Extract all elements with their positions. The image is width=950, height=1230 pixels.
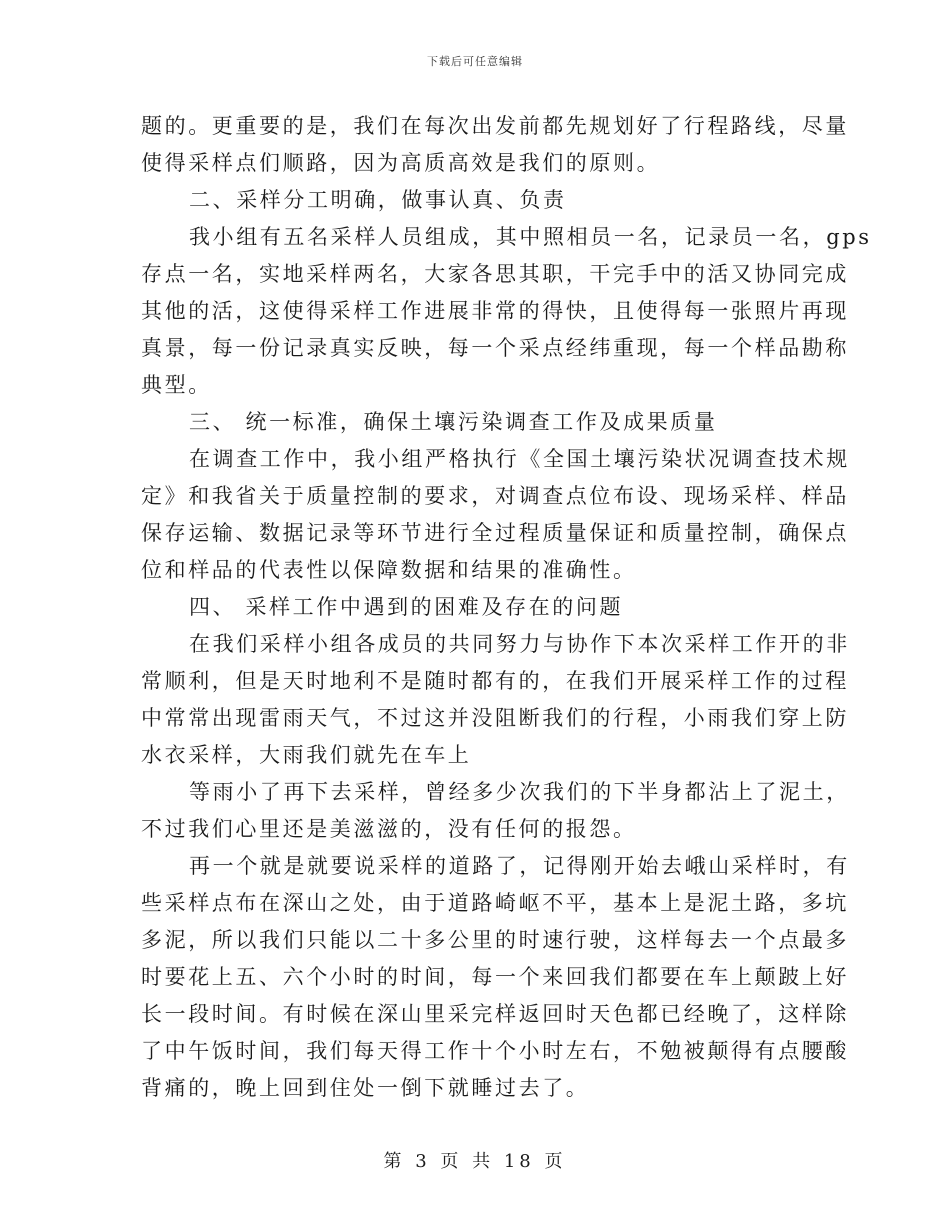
text-line: 在调查工作中，我小组严格执行《全国土壤污染状况调查技术规 bbox=[189, 447, 850, 471]
page-header-note: 下载后可任意编辑 bbox=[427, 55, 523, 68]
text-line: 我小组有五名采样人员组成，其中照相员一名，记录员一名，gps bbox=[189, 225, 872, 249]
text-line: 些采样点布在深山之处，由于道路崎岖不平，基本上是泥土路，多坑 bbox=[141, 891, 849, 915]
text-line: 四、 采样工作中遇到的困难及存在的问题 bbox=[189, 595, 624, 619]
text-line: 真景，每一份记录真实反映，每一个采点经纬重现，每一个样品勘称 bbox=[141, 336, 849, 360]
text-line: 其他的活，这使得采样工作进展非常的得快，且使得每一张照片再现 bbox=[141, 299, 849, 323]
document-body bbox=[141, 108, 872, 1107]
text-line: 等雨小了再下去采样，曾经多少次我们的下半身都沾上了泥土， bbox=[189, 780, 850, 804]
text-line: 二、采样分工明确，做事认真、负责 bbox=[189, 188, 567, 212]
text-line: 题的。更重要的是，我们在每次出发前都先规划好了行程路线，尽量 bbox=[141, 114, 849, 138]
text-line: 常顺利，但是天时地利不是随时都有的，在我们开展采样工作的过程 bbox=[141, 669, 849, 693]
text-line: 定》和我省关于质量控制的要求，对调查点位布设、现场采样、样品 bbox=[141, 484, 849, 508]
page-footer: 第 3 页 共 18 页 bbox=[383, 1151, 567, 1172]
text-line: 背痛的，晚上回到住处一倒下就睡过去了。 bbox=[141, 1076, 590, 1100]
text-line: 中常常出现雷雨天气，不过这并没阻断我们的行程，小雨我们穿上防 bbox=[141, 706, 849, 730]
text-line: 再一个就是就要说采样的道路了，记得刚开始去峨山采样时，有 bbox=[189, 854, 850, 878]
text-line: 三、 统一标准，确保土壤污染调查工作及成果质量 bbox=[189, 410, 718, 434]
text-line: 长一段时间。有时候在深山里采完样返回时天色都已经晚了，这样除 bbox=[141, 1002, 849, 1026]
text-line: 保存运输、数据记录等环节进行全过程质量保证和质量控制，确保点 bbox=[141, 521, 849, 545]
text-line: 位和样品的代表性以保障数据和结果的准确性。 bbox=[141, 558, 637, 582]
text-line: 典型。 bbox=[141, 373, 212, 397]
text-line: 在我们采样小组各成员的共同努力与协作下本次采样工作开的非 bbox=[189, 632, 850, 656]
text-line: 时要花上五、六个小时的时间，每一个来回我们都要在车上颠跛上好 bbox=[141, 965, 849, 989]
text-line: 了中午饭时间，我们每天得工作十个小时左右，不勉被颠得有点腰酸 bbox=[141, 1039, 849, 1063]
text-line: 使得采样点们顺路，因为高质高效是我们的原则。 bbox=[141, 151, 661, 175]
text-line: 多泥，所以我们只能以二十多公里的时速行驶，这样每去一个点最多 bbox=[141, 928, 849, 952]
text-line: 存点一名，实地采样两名，大家各思其职，干完手中的活又协同完成 bbox=[141, 262, 849, 286]
text-line: 水衣采样，大雨我们就先在车上 bbox=[141, 743, 472, 767]
text-line: 不过我们心里还是美滋滋的，没有任何的报怨。 bbox=[141, 817, 637, 841]
